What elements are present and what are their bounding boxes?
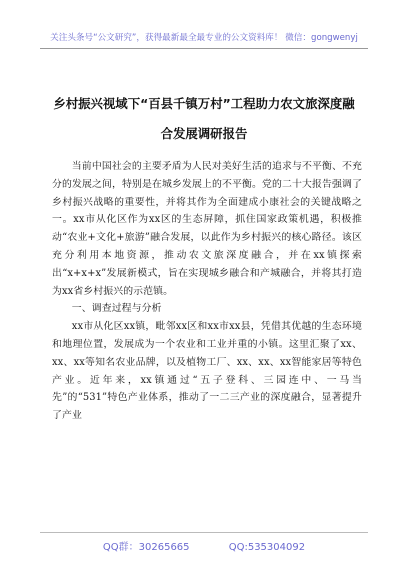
- footer-qq-number: QQ:535304092: [228, 542, 306, 553]
- footer-qq-group: QQ群：30265665: [102, 542, 190, 553]
- body-paragraph-intro: 当前中国社会的主要矛盾为人民对美好生活的追求与不平衡、不充分的发展之间，特别是在城乡发展上的不平衡。党的二十大报告强调了乡村振兴战略的重要性，并将其作为全面建成小康社会的关键战略之一。xx市从化区作为xx区的生态屏障，抓住国家政策机遇，积极推动“农业+文化+旅游”融合发展，以此作为乡村振兴的核心路径。该区充分利用本地资源，推动农文旅深度融合，并在xx镇探索出“x+x+x”发展新模式，旨在实现城乡融合和产城融合，并将其打造为xx省乡村振兴的示范镇。: [52, 161, 362, 297]
- document-body: [52, 158, 362, 425]
- document-title-line-2: 合发展调研报告: [160, 126, 248, 141]
- page-header-promo: 关注头条号“公文研究”，获得最新最全最专业的公文资料库！ 微信：gongwenyj: [50, 33, 358, 43]
- page-footer: [0, 538, 408, 553]
- document-title-line-1: 乡村振兴视域下“百县千镇万村”工程助力农文旅深度融: [53, 96, 355, 111]
- section-heading: 一、调查过程与分析: [71, 303, 162, 315]
- body-paragraph-survey: xx市从化区xx镇，毗邻xx区和xx市xx县，凭借其优越的生态环境和地理位置，发展成为一个农业和工业并重的小镇。这里汇聚了xx、xx、xx等知名农业品牌，以及植物工厂、xx、xx、xx智能家居等特色产业。近年来，xx镇通过“五子登科、三园连中、一马当先”的“531”特色产业体系，推动了一二三产业的深度融合，显著提升了产业: [52, 321, 362, 422]
- header-divider: [40, 48, 368, 49]
- footer-divider: [40, 532, 368, 533]
